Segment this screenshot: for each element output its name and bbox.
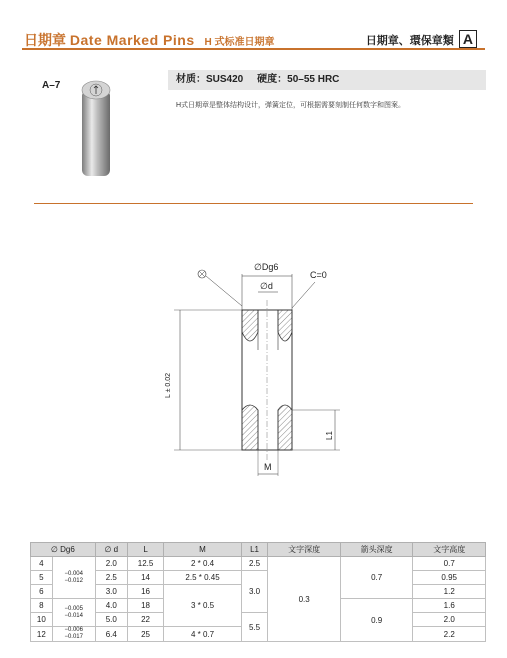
product-description: H式日期章是整体结构设计，弹簧定位，可根据需要刻制任何数字和图案。 xyxy=(176,102,406,109)
spec-table xyxy=(30,542,486,642)
tolerance-cell: −0.006 −0.017 xyxy=(52,627,95,642)
dg-label: ∅Dg6 xyxy=(254,262,279,272)
col-l: L xyxy=(127,543,163,557)
m-label: M xyxy=(264,462,272,472)
table-header-row xyxy=(31,543,486,557)
dg-cell: 5 xyxy=(31,571,53,585)
category-label xyxy=(366,30,477,48)
d-cell: 6.4 xyxy=(95,627,127,642)
l-cell: 14 xyxy=(127,571,163,585)
col-text-depth: 文字深度 xyxy=(268,543,341,557)
l-cell: 25 xyxy=(127,627,163,642)
col-l1: L1 xyxy=(241,543,268,557)
d-cell: 5.0 xyxy=(95,613,127,627)
l-cell: 18 xyxy=(127,599,163,613)
table-row xyxy=(31,557,486,571)
dg-cell: 6 xyxy=(31,585,53,599)
d-cell: 3.0 xyxy=(95,585,127,599)
m-cell: 3 * 0.5 xyxy=(164,585,241,627)
product-code: A–7 xyxy=(42,80,61,91)
category-text: 日期章、環保章類 xyxy=(365,35,454,47)
arrow-depth-cell: 0.9 xyxy=(340,599,413,642)
text-height-cell: 1.6 xyxy=(413,599,486,613)
col-arrow-depth: 箭头深度 xyxy=(340,543,413,557)
tolerance-cell: −0.005 −0.014 xyxy=(52,599,95,627)
title-subtitle: H 式标准日期章 xyxy=(204,37,275,48)
text-height-cell: 2.2 xyxy=(413,627,486,642)
dg-cell: 12 xyxy=(31,627,53,642)
col-m: M xyxy=(164,543,241,557)
d-label: ∅d xyxy=(260,281,273,291)
header-rule xyxy=(22,48,485,50)
section-divider xyxy=(34,203,473,204)
dg-cell: 4 xyxy=(31,557,53,571)
m-cell: 2 * 0.4 xyxy=(164,557,241,571)
d-cell: 2.0 xyxy=(95,557,127,571)
title-en: Date Marked Pins xyxy=(69,32,195,48)
m-cell: 4 * 0.7 xyxy=(164,627,241,642)
col-text-height: 文字高度 xyxy=(413,543,486,557)
table-row xyxy=(31,613,486,627)
col-d: ∅ d xyxy=(95,543,127,557)
section-badge: A xyxy=(459,30,477,48)
l1-cell: 3.0 xyxy=(241,571,268,613)
l-label: L ± 0.02 xyxy=(165,373,172,398)
col-dg: ∅ Dg6 xyxy=(31,543,96,557)
c-label: C=0 xyxy=(310,270,327,280)
tolerance-cell: −0.004 −0.012 xyxy=(52,557,95,599)
text-depth-cell: 0.3 xyxy=(268,557,341,642)
material-text: 材质：SUS420 xyxy=(176,74,244,85)
title-cn: 日期章 xyxy=(24,32,66,48)
hardness-text: 硬度：50–55 HRC xyxy=(257,74,340,85)
table-row xyxy=(31,571,486,585)
l1-cell: 2.5 xyxy=(241,557,268,571)
text-height-cell: 0.95 xyxy=(413,571,486,585)
l1-label: L1 xyxy=(325,431,334,440)
material-bar xyxy=(168,70,486,90)
l-cell: 16 xyxy=(127,585,163,599)
d-cell: 4.0 xyxy=(95,599,127,613)
l-cell: 22 xyxy=(127,613,163,627)
page-title xyxy=(24,30,275,50)
arrow-depth-cell: 0.7 xyxy=(340,557,413,599)
text-height-cell: 1.2 xyxy=(413,585,486,599)
l1-cell: 5.5 xyxy=(241,613,268,642)
dg-cell: 10 xyxy=(31,613,53,627)
l-cell: 12.5 xyxy=(127,557,163,571)
text-height-cell: 2.0 xyxy=(413,613,486,627)
d-cell: 2.5 xyxy=(95,571,127,585)
dg-cell: 8 xyxy=(31,599,53,613)
technical-drawing xyxy=(150,250,370,480)
text-height-cell: 0.7 xyxy=(413,557,486,571)
m-cell: 2.5 * 0.45 xyxy=(164,571,241,585)
